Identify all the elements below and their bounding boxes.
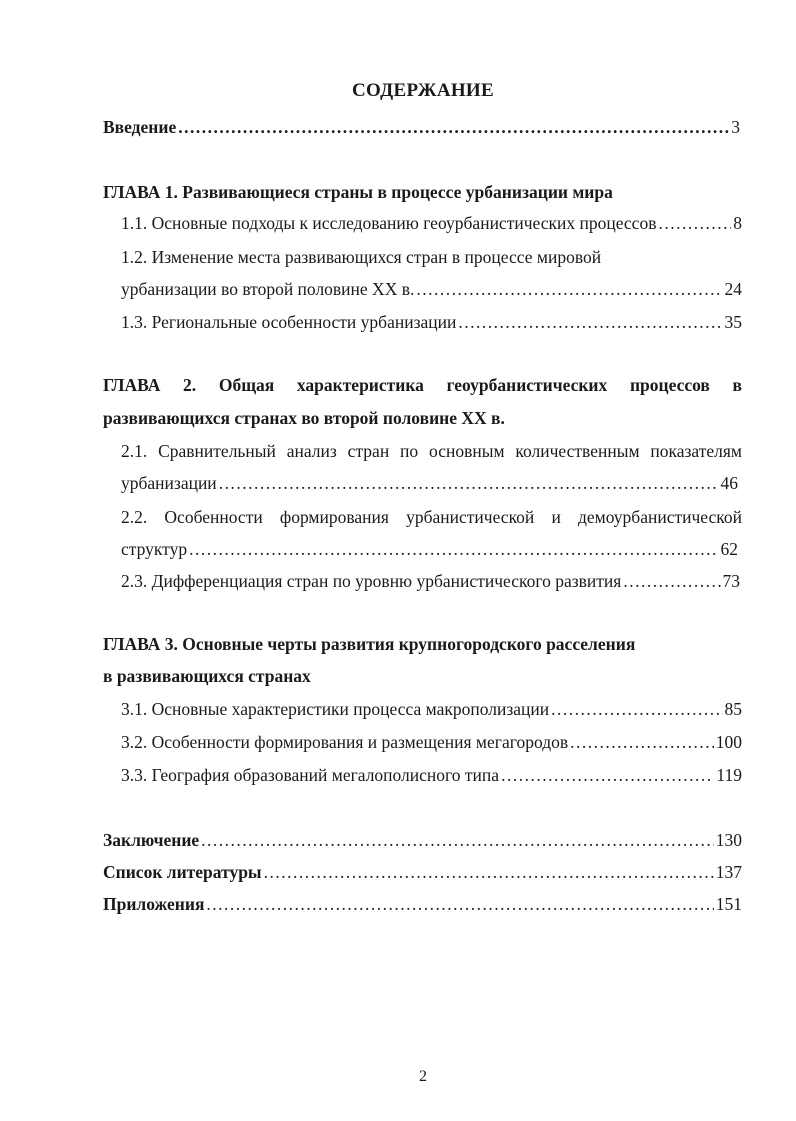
dot-leader [201,828,714,852]
dot-leader [570,730,714,754]
dot-leader [219,471,719,495]
toc-page-number: 100 [715,732,742,752]
toc-label: Введение [103,117,177,137]
toc-entry-2-1[interactable] [121,471,738,495]
dot-leader [264,860,714,884]
toc-entry-intro[interactable] [103,115,740,139]
toc-page-number: 8 [733,213,742,233]
toc-entry-3-1[interactable] [121,697,742,721]
toc-entry-conclusion[interactable] [103,828,742,852]
dot-leader [189,537,718,561]
toc-entry-appendices[interactable] [103,892,742,916]
toc-label: 3.2. Особенности формирования и размещения мегагородов [121,732,569,752]
chapter-3-title-line1: ГЛАВА 3. Основные черты развития крупногородского расселения [103,634,636,654]
toc-entry-3-2[interactable] [121,730,742,754]
toc-page-number: 73 [722,571,740,591]
toc-label: 3.3. География образований мегалополисного типа [121,765,500,785]
toc-page-number: 151 [715,894,742,914]
toc-label: Список литературы [103,862,262,882]
toc-entry-2-1-line1[interactable]: 2.1. Сравнительный анализ стран по основным количественным показателям [121,441,742,461]
toc-page-number: 24 [724,279,742,299]
toc-label: 3.1. Основные характеристики процесса макрополизации [121,699,550,719]
page-number: 2 [419,1068,427,1085]
toc-entry-references[interactable] [103,860,742,884]
chapter-2-title-line2: развивающихся странах во второй половине XX в. [103,408,505,428]
toc-label: 1.1. Основные подходы к исследованию геоурбанистических процессов [121,213,657,233]
dot-leader [206,892,713,916]
toc-entry-2-2-line1[interactable]: 2.2. Особенности формирования урбанистической и демоурбанистической [121,507,742,527]
chapter-2-title-line1: ГЛАВА 2. Общая характеристика геоурбанистических процессов в [103,375,742,395]
toc-page-number: 3 [731,117,740,137]
toc-label: 1.3. Региональные особенности урбанизации [121,312,457,332]
dot-leader [551,697,722,721]
toc-label: Приложения [103,894,205,914]
toc-label: урбанизации во второй половине XX в. [121,279,415,299]
toc-entry-1-1[interactable] [121,211,742,235]
toc-page-number: 137 [715,862,742,882]
toc-page-number: 130 [715,830,742,850]
toc-page-number: 85 [724,699,742,719]
toc-page-number: 119 [716,765,742,785]
toc-page-number: 35 [724,312,742,332]
dot-leader [658,211,731,235]
toc-entry-3-3[interactable] [121,763,742,787]
toc-entry-1-3[interactable] [121,310,742,334]
toc-entry-1-2-line1[interactable]: 1.2. Изменение места развивающихся стран в процессе мировой [121,247,602,267]
dot-leader [178,115,729,139]
toc-label: 2.3. Дифференциация стран по уровню урбанистического развития [121,571,622,591]
toc-label: структур [121,539,188,559]
toc-label: урбанизации [121,473,217,493]
toc-entry-2-2[interactable] [121,537,738,561]
dot-leader [501,763,714,787]
dot-leader [623,569,720,593]
toc-label: Заключение [103,830,200,850]
toc-heading: СОДЕРЖАНИЕ [352,80,494,101]
toc-page-number: 62 [720,539,738,559]
toc-entry-1-2[interactable] [121,277,742,301]
chapter-3-title-line2: в развивающихся странах [103,666,311,686]
toc-page-number: 46 [720,473,738,493]
chapter-1-title: ГЛАВА 1. Развивающиеся страны в процессе урбанизации мира [103,182,613,202]
dot-leader [458,310,722,334]
toc-entry-2-3[interactable] [121,569,740,593]
dot-leader [416,277,722,301]
